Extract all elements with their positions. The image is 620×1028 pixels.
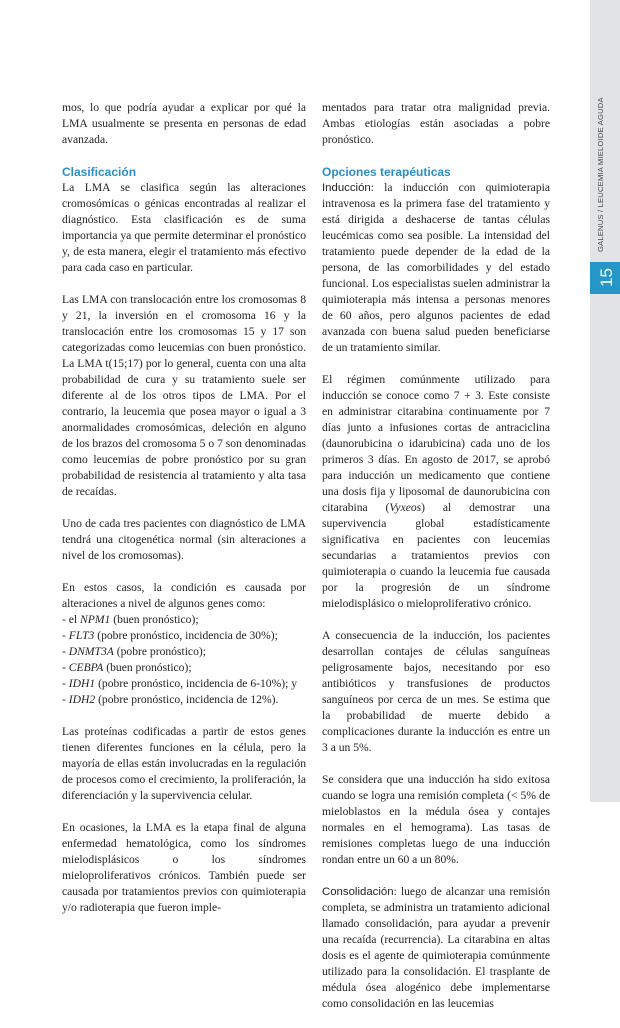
list-item: - IDH1 (pobre pronóstico, incidencia de 6-10%); y — [62, 677, 298, 690]
run-in-heading: Consolidación — [322, 886, 394, 898]
list-item: - CEBPA (buen pronóstico); — [62, 661, 192, 674]
right-column — [322, 100, 550, 1028]
list-item: - FLT3 (pobre pronóstico, incidencia de 30%); — [62, 629, 278, 642]
paragraph: La LMA se clasifica según las alteraciones cromosómicas o génicas encontradas al realizar el diagnóstico. Esta clasificación es de suma importancia ya que permite determinar el pronóstico y, de esta manera, elegir el tratamiento más efectivo para cada caso en particular. — [62, 181, 306, 274]
paragraph: A consecuencia de la inducción, los pacientes desarrollan contajes de células sanguíneas peligrosamente bajos, necesitando por eso antibióticos y transfusiones de productos sanguíneos por cerca de un mes. Se estima que la probabilidad de muerte debido a complicaciones durante la inducción es entre un 3 a un 5%. — [322, 629, 550, 754]
paragraph-induccion: Inducción: la inducción con quimioterapia intravenosa es la primera fase del tratamiento y está dirigida a deshacerse de tantas células leucémicas como sea posible. La intensidad del tratamiento puede depender de la edad de la persona, de las comorbilidades y del estado funcional. Los especialistas suelen administrar la quimioterapia más intensa a personas menores de 60 años, pero algunos pacientes de edad avanzada con buena salud pueden beneficiarse de un tratamiento similar. — [322, 181, 550, 354]
paragraph-continuation: mentados para tratar otra malignidad previa. Ambas etiologías están asociadas a pobre pronóstico. — [322, 101, 550, 146]
paragraph: Las proteínas codificadas a partir de estos genes tienen diferentes funciones en la célula, pero la mayoría de ellas están involucradas en la regulación de procesos como el crecimiento, la proliferación, la diferenciación y la supervivencia celular. — [62, 725, 306, 802]
paragraph: El régimen comúnmente utilizado para inducción se conoce como 7 + 3. Este consiste en administrar citarabina continuamente por 7 días junto a infusiones cortas de antraciclina (daunorubicina o idarubicina) cada uno de los primeros 3 días. En agosto de 2017, se aprobó para inducción un medicamento que contiene una dosis fija y liposomal de daunorubicina con citarabina (Vyxeos) al demostrar una supervivencia global estadísticamente significativa en pacientes con leucemias secundarias a tratamientos previos con quimioterapia o cuando la leucemia fue causada por la progresión de un síndrome mielodisplásico o mieloproliferativo crónico. — [322, 373, 550, 610]
heading-opciones-terapeuticas: Opciones terapéuticas — [322, 165, 451, 179]
run-in-heading: Inducción — [322, 182, 371, 194]
paragraph: Uno de cada tres pacientes con diagnóstico de LMA tendrá una citogenética normal (sin alteraciones a nivel de los cromosomas). — [62, 517, 306, 562]
paragraph-consolidacion: Consolidación: luego de alcanzar una remisión completa, se administra un tratamiento adicional llamado consolidación, para ayudar a prevenir una recaída (recurrencia). La citarabina en altas dosis es el agente de quimioterapia comúnmente utilizado para la consolidación. El trasplante de médula ósea alogénico debe implementarse como consolidación en las leucemias — [322, 885, 550, 1010]
left-column — [62, 100, 306, 932]
heading-clasificacion: Clasificación — [62, 165, 137, 179]
list-item: - el NPM1 (buen pronóstico); — [62, 613, 199, 626]
paragraph-continuation: mos, lo que podría ayudar a explicar por qué la LMA usualmente se presenta en personas de edad avanzada. — [62, 101, 306, 146]
gene-list — [62, 612, 306, 708]
paragraph: En ocasiones, la LMA es la etapa final de alguna enfermedad hematológica, como los síndromes mielodisplásicos o los síndromes mieloproliferativos crónicos. También puede ser causada por tratamientos previos con quimioterapia y/o radioterapia que fueron imple- — [62, 821, 306, 914]
running-header: GALENUS / LEUCEMIA MIELOIDE AGUDA — [596, 97, 605, 252]
paragraph: Se considera que una inducción ha sido exitosa cuando se logra una remisión completa (< 5% de mieloblastos en la médula ósea y contajes normales en el hemograma). Las tasas de remisiones completas luego de una inducción rondan entre un 60 a un 80%. — [322, 773, 550, 866]
list-item: - IDH2 (pobre pronóstico, incidencia de 12%). — [62, 693, 279, 706]
drug-name: Vyxeos — [389, 501, 422, 514]
list-item: - DNMT3A (pobre pronóstico); — [62, 645, 206, 658]
paragraph: En estos casos, la condición es causada por alteraciones a nivel de algunos genes como: — [62, 581, 306, 610]
page-number: 15 — [597, 268, 616, 288]
paragraph: Las LMA con translocación entre los cromosomas 8 y 21, la inversión en el cromosoma 16 y la translocación entre los cromosomas 15 y 17 son categorizadas como leucemias con buen pronóstico. La LMA t(15;17) por lo general, cuenta con una alta probabilidad de cura y su tratamiento suele ser diferente al de los otros tipos de LMA. Por el contrario, la leucemia que posea mayor o igual a 3 anormalidades cromosómicas, deleción en alguno de los brazos del cromosoma 5 o 7 son denominadas como leucemias de pobre pronóstico por su gran probabilidad de resistencia al tratamiento y alta tasa de recaídas. — [62, 293, 306, 498]
